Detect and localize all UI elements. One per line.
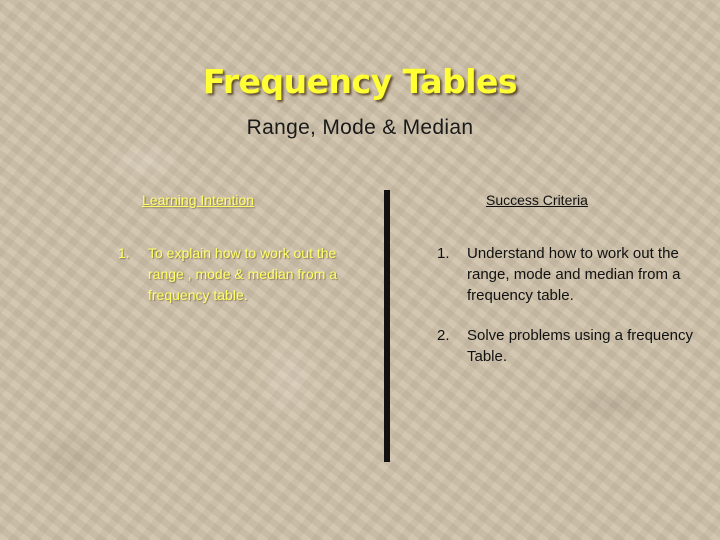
list-item-number: 1. bbox=[437, 245, 450, 262]
success-criteria-list bbox=[437, 243, 712, 386]
list-item-text: Understand how to work out the range, mode and median from a frequency table. bbox=[467, 245, 681, 304]
list-item bbox=[118, 243, 358, 306]
list-item bbox=[437, 325, 712, 367]
success-criteria-heading: Success Criteria bbox=[486, 192, 588, 208]
list-item-text: To explain how to work out the range , mode & median from a frequency table. bbox=[148, 245, 338, 303]
list-item bbox=[437, 243, 712, 306]
list-item-number: 1. bbox=[118, 245, 130, 261]
list-item-number: 2. bbox=[437, 327, 450, 344]
column-divider bbox=[384, 190, 390, 462]
slide-subtitle: Range, Mode & Median bbox=[246, 116, 474, 139]
learning-intention-list bbox=[118, 243, 358, 306]
slide-title: Frequency Tables bbox=[202, 62, 518, 101]
learning-intention-heading: Learning Intention bbox=[142, 192, 255, 208]
list-item-text: Solve problems using a frequency Table. bbox=[467, 327, 693, 365]
